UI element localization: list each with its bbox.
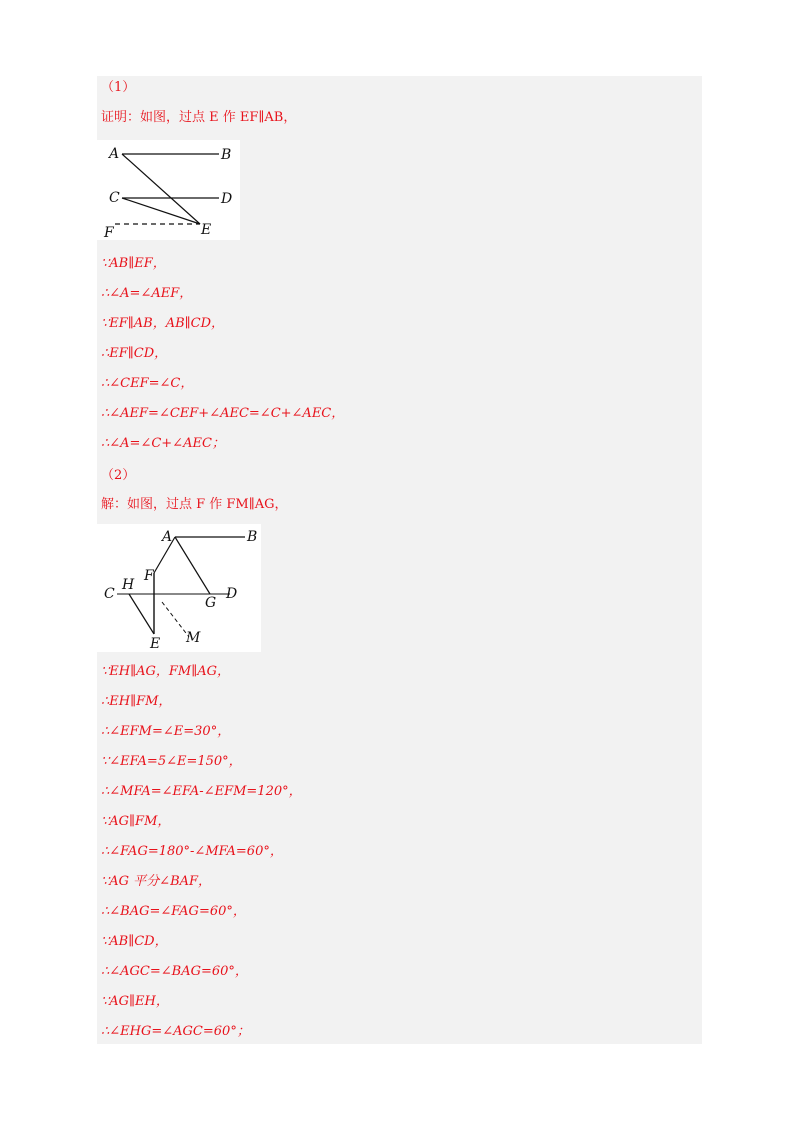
part1-label: （1） [101,80,136,95]
part2-step: ∴∠FAG=180°-∠MFA=60°， [101,844,283,859]
part2-step: ∵AG∥EH， [101,994,169,1009]
part1-step: ∴∠AEF=∠CEF+∠AEC=∠C+∠AEC， [101,406,345,421]
part2-step: ∵∠EFA=5∠E=150°， [101,754,242,769]
part1-step: ∵EF∥AB，AB∥CD， [101,316,225,331]
fig2-point-F: F [144,568,154,584]
fig2-point-D: D [226,586,238,602]
part2-intro: 解：如图，过点 F 作 FM∥AG， [101,497,288,512]
fig1-point-C: C [109,190,120,206]
fig1-point-E: E [201,222,212,238]
part1-step: ∴EF∥CD， [101,346,168,361]
part2-step: ∵AG∥FM， [101,814,171,829]
part1-step: ∵AB∥EF， [101,256,166,271]
part2-step: ∴∠EHG=∠AGC=60°； [101,1024,250,1039]
fig2-point-A: A [162,529,173,545]
part1-step: ∴∠A=∠C+∠AEC； [101,436,225,451]
fig2-point-G: G [205,595,217,611]
part2-step: ∴∠AGC=∠BAG=60°， [101,964,248,979]
figure-2 [97,524,261,652]
fig1-point-F: F [104,225,114,240]
part1-step: ∴∠A=∠AEF， [101,286,193,301]
part2-step: ∵AB∥CD， [101,934,168,949]
part1-intro: 证明：如图，过点 E 作 EF∥AB， [101,110,297,125]
part2-step: ∵AG 平分∠BAF， [101,874,212,889]
fig2-point-H: H [122,577,135,593]
fig2-point-B: B [247,529,258,545]
fig2-point-M: M [186,630,201,646]
part2-step: ∴∠EFM=∠E=30°， [101,724,231,739]
part2-step: ∵EH∥AG，FM∥AG， [101,664,230,679]
part2-label: （2） [101,468,136,483]
part1-step: ∴∠CEF=∠C， [101,376,194,391]
fig2-point-E: E [150,636,161,652]
fig1-point-A: A [109,146,120,162]
figure-1 [97,140,240,240]
part2-step: ∴∠BAG=∠FAG=60°， [101,904,246,919]
fig2-point-C: C [104,586,115,602]
fig1-point-D: D [221,191,233,207]
part2-step: ∴∠MFA=∠EFA-∠EFM=120°， [101,784,302,799]
part2-step: ∴EH∥FM， [101,694,172,709]
fig1-point-B: B [221,147,232,163]
